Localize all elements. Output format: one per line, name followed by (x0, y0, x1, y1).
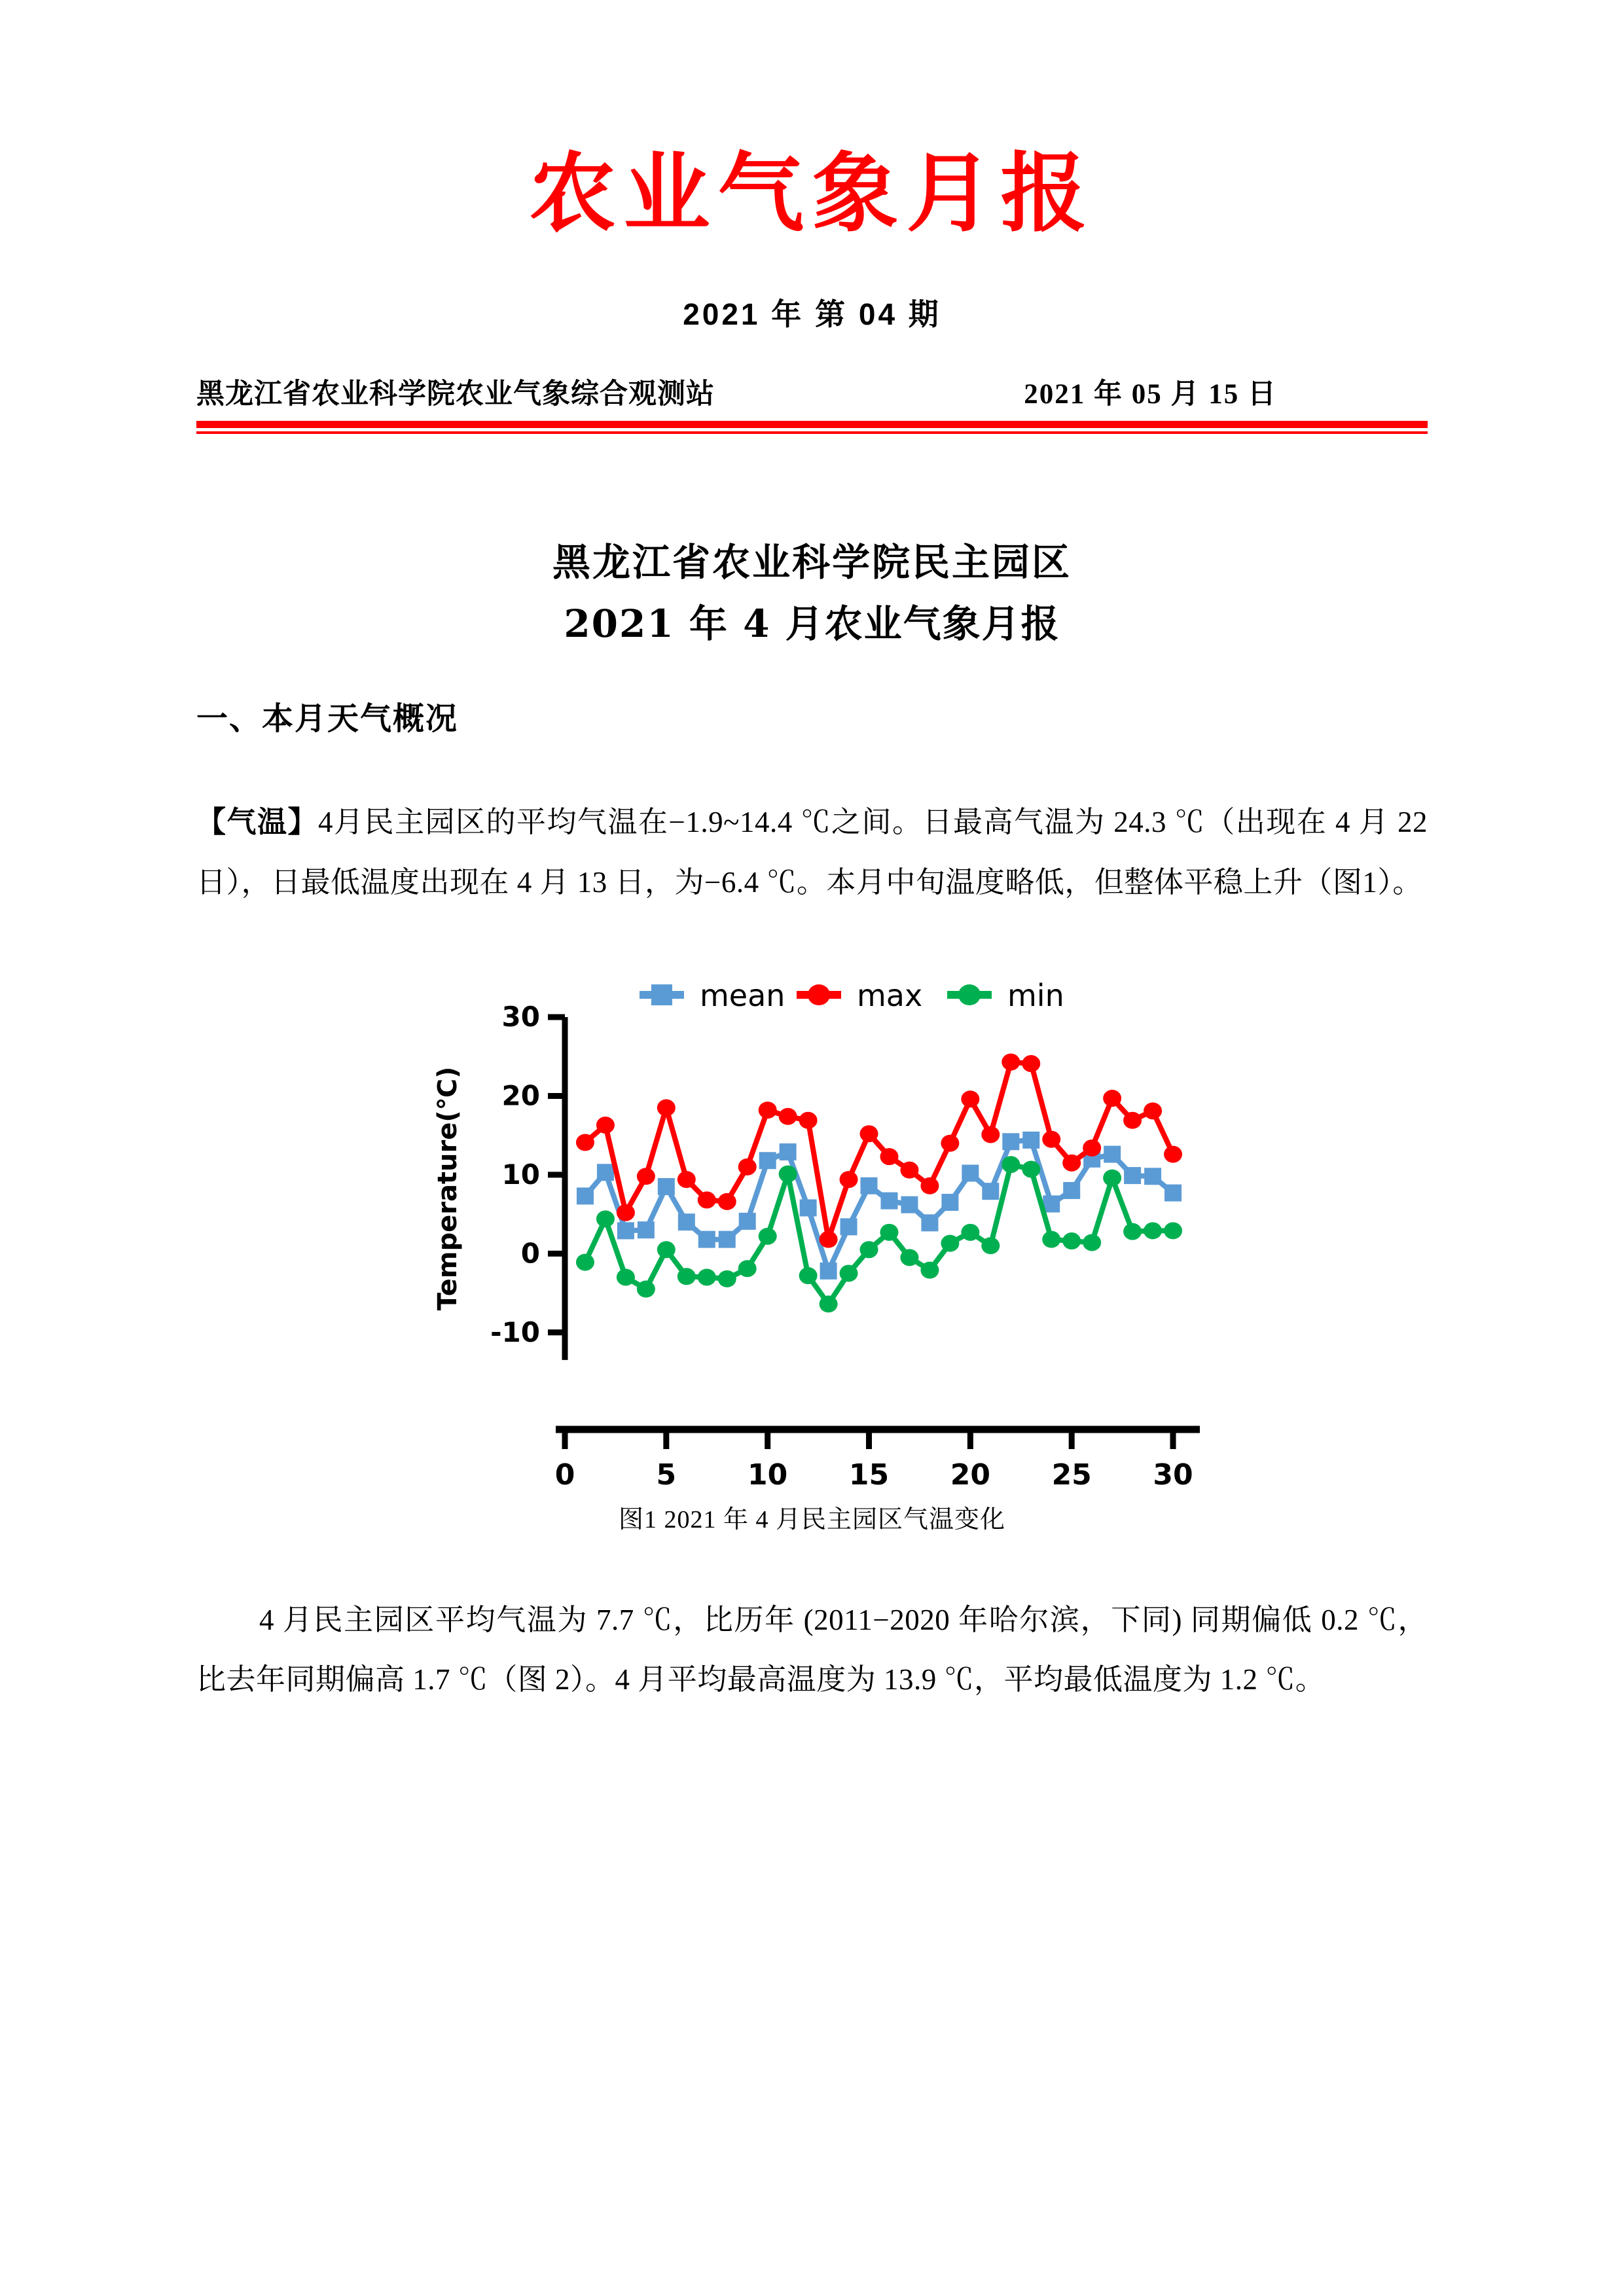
svg-text:15: 15 (848, 1458, 889, 1492)
svg-text:0: 0 (554, 1458, 575, 1492)
chart-canvas (393, 971, 1231, 1495)
figure-1 (196, 942, 1428, 1535)
issue-number: 2021 年 第 04 期 (683, 297, 941, 331)
paragraph-label-temperature: 【气温】 (196, 805, 319, 838)
svg-text:max: max (856, 977, 922, 1013)
svg-text:mean: mean (699, 977, 785, 1013)
paragraph-temperature (196, 768, 1428, 913)
figure-1-caption: 图1 2021 年 4 月民主园区气温变化 (618, 1505, 1005, 1534)
svg-text:5: 5 (656, 1458, 676, 1492)
svg-text:20: 20 (501, 1079, 540, 1111)
svg-text:10: 10 (501, 1158, 540, 1191)
svg-text:Temperature(℃): Temperature(℃) (432, 1066, 463, 1310)
svg-text:30: 30 (1152, 1458, 1193, 1492)
svg-text:30: 30 (501, 1000, 540, 1033)
masthead (196, 0, 1428, 434)
svg-text:min: min (1007, 977, 1064, 1013)
station-row (196, 334, 1428, 412)
svg-text:-10: -10 (490, 1316, 540, 1348)
section-heading-weather-overview: 一、本月天气概况 (196, 700, 459, 737)
temperature-chart (393, 971, 1231, 1495)
svg-text:25: 25 (1051, 1458, 1092, 1492)
paragraph-monthly-mean: 4 月民主园区平均气温为 7.7 ℃，比历年 (2011−2020 年哈尔滨，下同) 同期偏低 0.2 ℃，比去年同期偏高 1.7 ℃（图 2）。4 月平均最高温度为 13.9 ℃，平均最低温度为 1.2 ℃。 (196, 1603, 1428, 1696)
page-title (196, 434, 1428, 655)
publication-date: 2021 年 05 月 15 日 (1024, 379, 1277, 410)
svg-text:0: 0 (520, 1236, 540, 1269)
paragraph-temperature-text: 4月民主园区的平均气温在−1.9~14.4 ℃之间。日最高气温为 24.3 ℃（出现在 4 月 22 日），日最低温度出现在 4 月 13 日，为−6.4 ℃。本月中旬温度略低，但整体平稳上升（图1）。 (196, 805, 1428, 899)
station-name: 黑龙江省农业科学院农业气象综合观测站 (196, 379, 715, 410)
svg-text:20: 20 (950, 1458, 990, 1492)
masthead-title: 农业气象月报 (529, 143, 1095, 244)
doc-title-line1: 黑龙江省农业科学院民主园区 (552, 540, 1072, 584)
doc-title-line2: 2021 年 4 月农业气象月报 (564, 601, 1060, 646)
masthead-rule-thick (196, 421, 1428, 428)
svg-text:10: 10 (747, 1458, 787, 1492)
